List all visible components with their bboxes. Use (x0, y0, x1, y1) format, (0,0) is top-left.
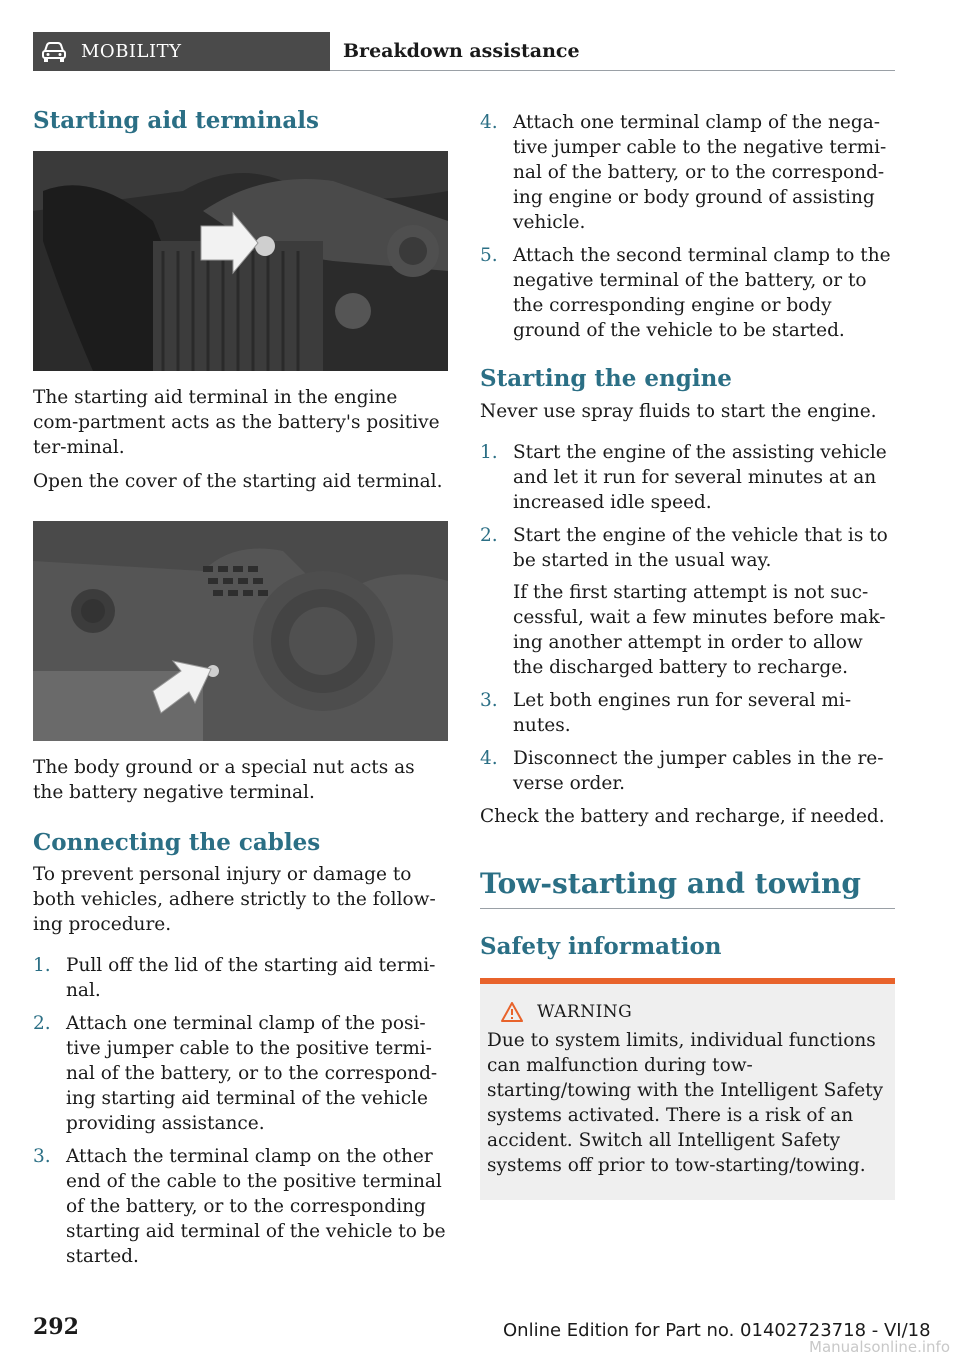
section-label: MOBILITY (81, 41, 182, 62)
step-text: Attach one terminal clamp of the posi-tive jumper cable to the positive termi-nal of the battery, or to the correspond-ing starting aid terminal of the vehicle providing assistance. (66, 1013, 438, 1135)
step-number: 4. (480, 112, 498, 133)
step-text: Start the engine of the vehicle that is to be started in the usual way. (513, 524, 888, 571)
step-number: 2. (33, 1013, 51, 1035)
step-number: 1. (480, 441, 498, 463)
chapter-title: Breakdown assistance (343, 40, 580, 62)
warning-header (487, 1002, 887, 1022)
connecting-intro: To prevent personal injury or damage to both vehicles, adhere strictly to the follow-ing procedure. (33, 864, 436, 936)
step-text: Disconnect the jumper cables in the re-verse order. (513, 747, 884, 794)
car-icon (41, 41, 67, 63)
list-item (480, 110, 895, 235)
starting-aid-paragraph-2: Open the cover of the starting aid terminal. (33, 470, 443, 492)
list-item (33, 1144, 448, 1269)
section-tab (33, 32, 330, 71)
page-number: 292 (33, 1314, 79, 1340)
list-item (33, 953, 448, 1003)
step-number: 3. (480, 689, 498, 711)
right-column (480, 110, 895, 1200)
step-text: Attach the second terminal clamp to the negative terminal of the battery, or to the corresponding engine or body ground of the vehicle to be started. (513, 245, 891, 341)
starting-engine-intro: Never use spray fluids to start the engine. (480, 400, 877, 422)
warning-label: WARNING (537, 1001, 633, 1022)
step-number: 4. (480, 747, 498, 769)
body-ground-paragraph: The body ground or a special nut acts as the battery negative terminal. (33, 756, 415, 803)
step-text: Attach one terminal clamp of the nega-tive jumper cable to the negative termi-nal of the battery, or to the correspond-ing engine or body ground of assisting vehicle. (513, 112, 887, 233)
step-number: 3. (33, 1146, 51, 1168)
step-number: 1. (33, 955, 51, 977)
list-item (480, 746, 895, 796)
starting-engine-outro: Check the battery and recharge, if needed. (480, 805, 885, 827)
list-item (480, 243, 895, 343)
step-text: Pull off the lid of the starting aid termi-nal. (66, 955, 436, 1002)
connecting-steps-list-right (480, 110, 895, 343)
chapter-header (330, 32, 895, 71)
heading-starting-aid-terminals: Starting aid terminals (33, 107, 319, 134)
left-column (33, 100, 448, 1269)
warning-box (480, 978, 895, 1200)
step-number: 5. (480, 245, 498, 266)
tow-heading-block (480, 867, 895, 910)
connecting-steps-list-left (33, 953, 448, 1269)
heading-tow-starting: Tow-starting and towing (480, 866, 861, 900)
step-text: Start the engine of the assisting vehicle and let it run for several minutes at an increased idle speed. (513, 441, 887, 513)
engine-compartment-photo (33, 151, 448, 371)
list-item (480, 523, 895, 680)
step-subtext: If the first starting attempt is not suc-cessful, wait a few minutes before mak-ing another attempt in order to allow the discharged battery to recharge. (513, 581, 886, 678)
heading-connecting-cables: Connecting the cables (33, 828, 321, 856)
list-item (33, 1011, 448, 1136)
step-number: 2. (480, 524, 498, 546)
warning-triangle-icon (501, 1002, 523, 1022)
starting-aid-paragraph-1: The starting aid terminal in the engine com-partment acts as the battery's positive ter-minal. (33, 386, 440, 458)
list-item (480, 440, 895, 515)
heading-starting-engine: Starting the engine (480, 365, 732, 392)
body-ground-photo (33, 521, 448, 741)
list-item (480, 688, 895, 738)
starting-engine-steps (480, 440, 895, 796)
step-text: Let both engines run for several mi-nutes. (513, 689, 852, 736)
heading-safety-information: Safety information (480, 933, 722, 961)
warning-text: Due to system limits, individual functions can malfunction during tow-starting/towing with the Intelligent Safety systems activated. There is a risk of an accident. Switch all Intelligent Safety systems off prior to tow-starting/towing. (487, 1029, 884, 1176)
step-text: Attach the terminal clamp on the other end of the cable to the positive terminal of the battery, or to the corresponding starting aid terminal of the vehicle to be started. (66, 1146, 446, 1268)
watermark: Manualsonline.info (809, 1338, 950, 1356)
edition-footer: Online Edition for Part no. 01402723718 - VI/18 (503, 1320, 931, 1341)
